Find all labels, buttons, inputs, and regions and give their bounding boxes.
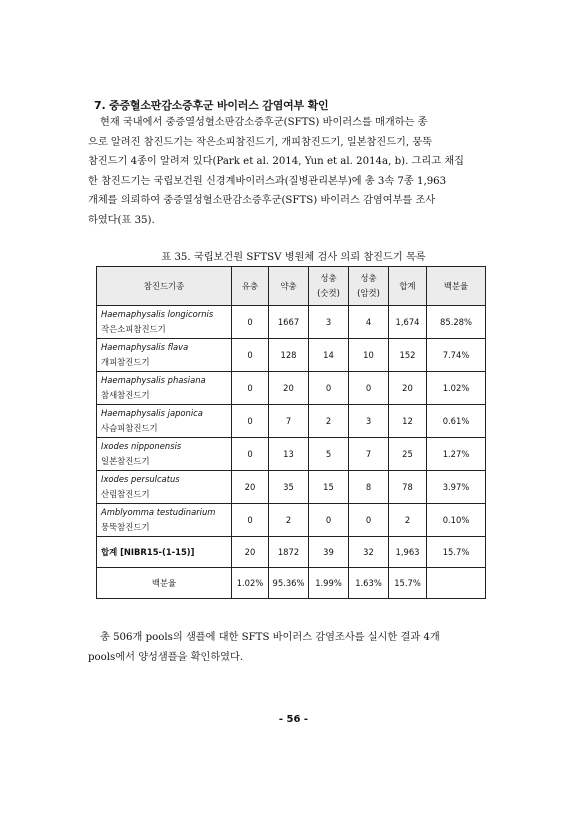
intro-line: 으로 알려진 참진드기는 작은소피참진드기, 개피참진드기, 일본참진드기, 뭉뚝 [88,136,433,148]
cell-pct: 0.10% [427,504,486,537]
cell-male: 0 [309,372,349,405]
cell-female: 10 [349,339,389,372]
percent-larva: 1.02% [232,568,269,599]
intro-line: 한 참진드기는 국립보건원 신경계바이러스과(질병관리본부)에 총 3속 7종 1,963 [88,175,447,187]
cell-pct: 7.74% [427,339,486,372]
closing-line: pools에서 양성샘플을 확인하였다. [88,651,244,663]
percent-total: 15.7% [389,568,427,599]
cell-larva: 0 [232,339,269,372]
korean-name: 산림참진드기 [101,489,150,499]
cell-pct: 1.27% [427,438,486,471]
species-cell [97,504,232,537]
table-row [97,471,486,504]
cell-total: 12 [389,405,427,438]
scientific-name: Haemaphysalis japonica [101,408,203,418]
section-heading: 7. 중증혈소판감소증후군 바이러스 감염여부 확인 [94,99,329,112]
cell-female: 7 [349,438,389,471]
cell-female: 4 [349,306,389,339]
scientific-name: Amblyomma testudinarium [101,507,216,517]
cell-female: 0 [349,372,389,405]
scientific-name: Ixodes persulcatus [101,474,180,484]
table-row [97,306,486,339]
table-row [97,372,486,405]
cell-pct: 3.97% [427,471,486,504]
header-percent: 백분율 [427,267,486,306]
intro-paragraph [88,113,503,231]
total-nymph: 1872 [269,537,309,568]
total-male: 39 [309,537,349,568]
cell-total: 25 [389,438,427,471]
cell-nymph: 13 [269,438,309,471]
cell-larva: 0 [232,438,269,471]
total-larva: 20 [232,537,269,568]
percent-label: 백분율 [97,568,232,599]
header-adult-female: 성충 (암컷) [349,267,389,306]
species-cell [97,306,232,339]
scientific-name: Haemaphysalis phasiana [101,375,206,385]
table-row [97,504,486,537]
cell-male: 2 [309,405,349,438]
cell-male: 14 [309,339,349,372]
korean-name: 개피참진드기 [101,357,150,367]
cell-nymph: 35 [269,471,309,504]
scientific-name: Ixodes nipponensis [101,441,182,451]
table-row [97,339,486,372]
cell-nymph: 7 [269,405,309,438]
table-caption: 표 35. 국립보건원 SFTSV 병원체 검사 의뢰 참진드기 목록 [161,252,426,263]
korean-name: 뭉뚝참진드기 [101,522,150,532]
cell-total: 1,674 [389,306,427,339]
cell-nymph: 128 [269,339,309,372]
closing-line: 총 506개 pools의 샘플에 대한 SFTS 바이러스 감염조사를 실시한 결과 4개 [100,632,440,643]
cell-male: 3 [309,306,349,339]
species-cell [97,339,232,372]
total-pct: 15.7% [427,537,486,568]
cell-total: 78 [389,471,427,504]
header-nymph: 약충 [269,267,309,306]
cell-male: 0 [309,504,349,537]
cell-pct: 0.61% [427,405,486,438]
total-total: 1,963 [389,537,427,568]
intro-line: 현재 국내에서 중증열성혈소판감소증후군(SFTS) 바이러스를 매개하는 종 [100,117,428,128]
total-female: 32 [349,537,389,568]
cell-nymph: 2 [269,504,309,537]
page-number: - 56 - [278,714,309,725]
cell-pct: 1.02% [427,372,486,405]
table-header-row [97,267,486,306]
percent-row [97,568,486,599]
korean-name: 일본참진드기 [101,456,150,466]
cell-larva: 0 [232,372,269,405]
cell-female: 0 [349,504,389,537]
scientific-name: Haemaphysalis longicornis [101,309,214,319]
species-cell [97,405,232,438]
cell-male: 15 [309,471,349,504]
cell-male: 5 [309,438,349,471]
intro-line: 개체를 의뢰하여 중증열성혈소판감소증후군(SFTS) 바이러스 감염여부를 조사 [88,195,436,207]
cell-larva: 0 [232,504,269,537]
cell-nymph: 1667 [269,306,309,339]
header-total: 합계 [389,267,427,306]
species-cell [97,438,232,471]
cell-total: 2 [389,504,427,537]
cell-nymph: 20 [269,372,309,405]
intro-line: 참진드기 4종이 알려져 있다(Park et al. 2014, Yun et al. 2014a, b). 그리고 채집 [88,156,465,168]
cell-larva: 0 [232,306,269,339]
korean-name: 작은소피참진드기 [101,324,166,334]
species-cell [97,372,232,405]
korean-name: 사슴피참진드기 [101,423,158,433]
korean-name: 참새참진드기 [101,390,150,400]
table-row [97,405,486,438]
scientific-name: Haemaphysalis flava [101,342,189,352]
cell-total: 20 [389,372,427,405]
cell-total: 152 [389,339,427,372]
total-label: 합계 [NIBR15-(1-15)] [97,537,232,568]
table-row [97,438,486,471]
percent-male: 1.99% [309,568,349,599]
cell-larva: 0 [232,405,269,438]
total-row [97,537,486,568]
cell-female: 3 [349,405,389,438]
cell-female: 8 [349,471,389,504]
percent-female: 1.63% [349,568,389,599]
species-cell [97,471,232,504]
cell-larva: 20 [232,471,269,504]
tick-table [96,266,486,599]
closing-paragraph [88,628,503,667]
cell-pct: 85.28% [427,306,486,339]
intro-line: 하였다(표 35). [88,214,155,226]
header-adult-male: 성충 (숫컷) [309,267,349,306]
percent-nymph: 95.36% [269,568,309,599]
header-species: 참진드기종 [97,267,232,306]
header-larva: 유충 [232,267,269,306]
percent-empty-cell [427,568,486,599]
